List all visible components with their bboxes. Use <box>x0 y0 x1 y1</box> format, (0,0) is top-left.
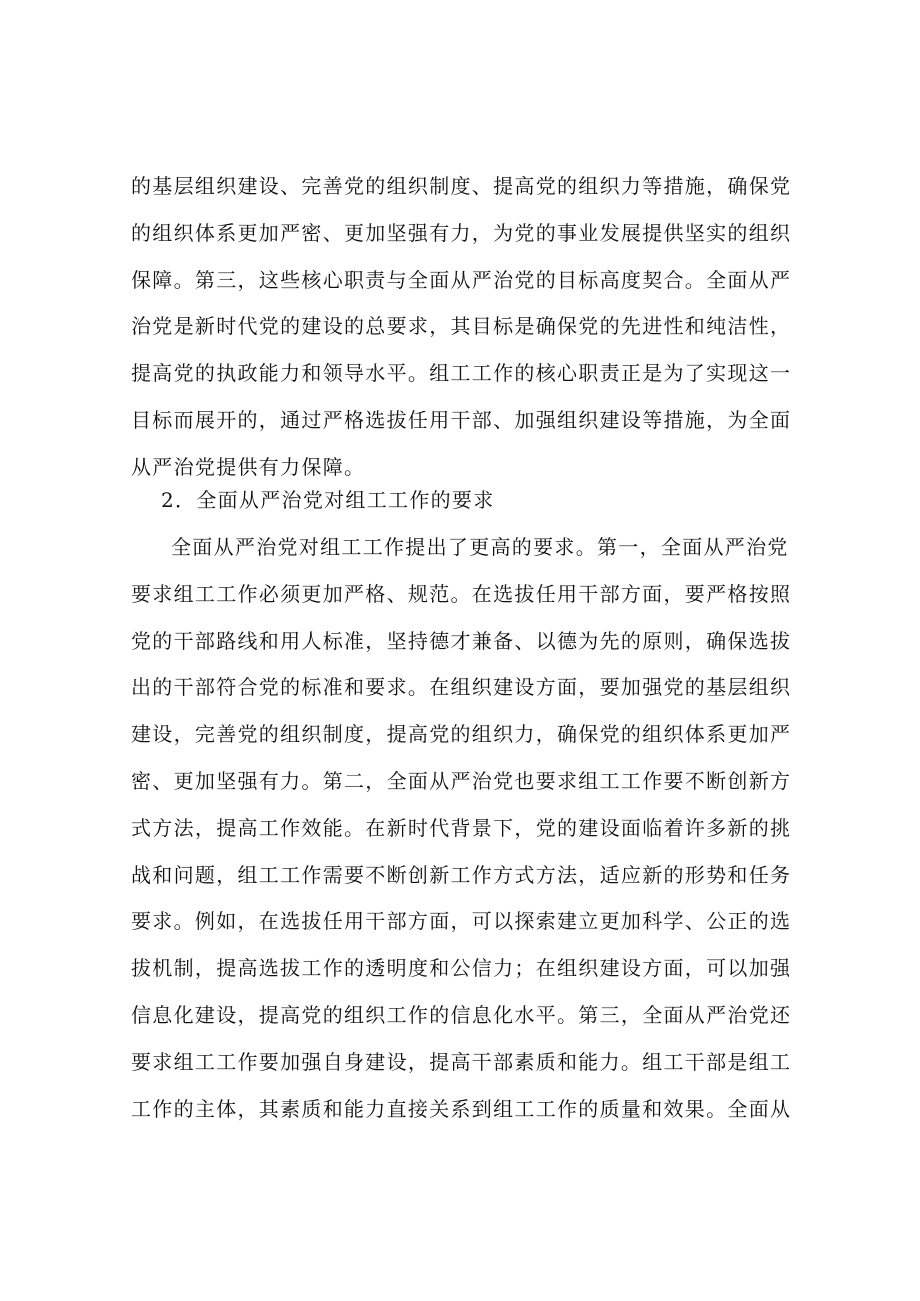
text-line: 目标而展开的，通过严格选拔任用干部、加强组织建设等措施，为全面 <box>131 407 792 432</box>
text-line: 要求组工工作要加强自身建设，提高干部素质和能力。组工干部是组工 <box>131 1049 792 1074</box>
text-line: 要求。例如，在选拔任用干部方面，可以探索建立更加科学、公正的选 <box>131 909 792 934</box>
text-line: 的基层组织建设、完善党的组织制度、提高党的组织力等措施，确保党 <box>131 174 792 198</box>
text-line: 信息化建设，提高党的组织工作的信息化水平。第三，全面从严治党还 <box>131 1002 792 1027</box>
section-heading-block <box>131 477 796 524</box>
paragraph-continued <box>131 163 796 491</box>
text-line: 出的干部符合党的标准和要求。在组织建设方面，要加强党的基层组织 <box>131 675 792 700</box>
text-line: 从严治党提供有力保障。 <box>131 454 366 479</box>
text-line: 建设，完善党的组织制度，提高党的组织力，确保党的组织体系更加严 <box>131 722 792 747</box>
text-line: 拔机制，提高选拔工作的透明度和公信力；在组织建设方面，可以加强 <box>131 956 792 981</box>
text-line: 党的干部路线和用人标准，坚持德才兼备、以德为先的原则，确保选拔 <box>131 628 792 653</box>
text-line: 治党是新时代党的建设的总要求，其目标是确保党的先进性和纯洁性， <box>131 314 792 339</box>
section-heading: 2．全面从严治党对组工工作的要求 <box>161 488 495 512</box>
text-line: 密、更加坚强有力。第二，全面从严治党也要求组工工作要不断创新方 <box>131 768 792 793</box>
text-line: 保障。第三，这些核心职责与全面从严治党的目标高度契合。全面从严 <box>131 267 792 292</box>
text-line: 要求组工工作必须更加严格、规范。在选拔任用干部方面，要严格按照 <box>131 581 792 606</box>
text-line: 全面从严治党对组工工作提出了更高的要求。第一，全面从严治党 <box>171 535 789 559</box>
text-line: 工作的主体，其素质和能力直接关系到组工工作的质量和效果。全面从 <box>131 1096 792 1121</box>
text-line: 战和问题，组工工作需要不断创新工作方式方法，适应新的形势和任务 <box>131 862 792 887</box>
text-line: 的组织体系更加严密、更加坚强有力，为党的事业发展提供坚实的组织 <box>131 220 792 245</box>
text-line: 提高党的执政能力和领导水平。组工工作的核心职责正是为了实现这一 <box>131 361 792 386</box>
text-line: 式方法，提高工作效能。在新时代背景下，党的建设面临着许多新的挑 <box>131 815 792 840</box>
paragraph-main <box>131 524 796 1132</box>
